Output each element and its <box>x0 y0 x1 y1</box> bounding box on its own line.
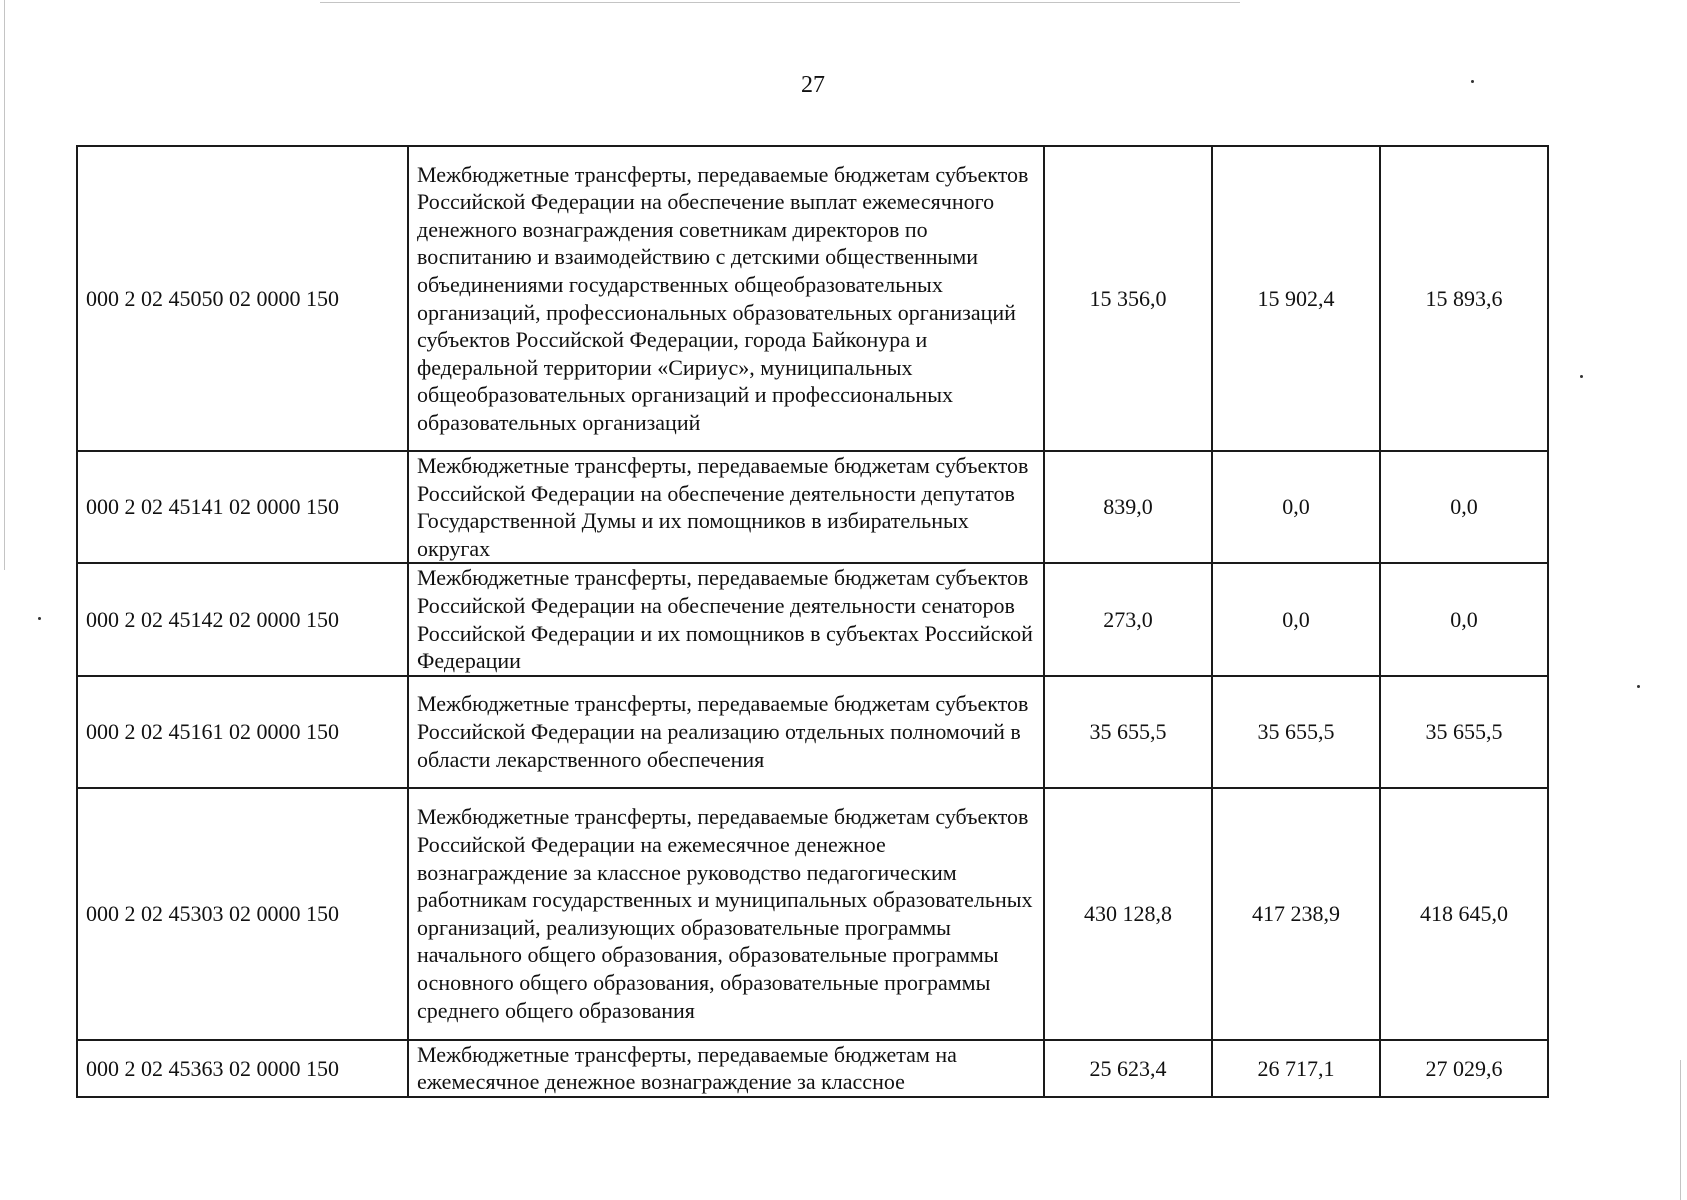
table-row <box>77 1040 1548 1097</box>
description-cell <box>408 563 1044 675</box>
scan-speck <box>1580 375 1583 378</box>
budget-code-cell: 000 2 02 45303 02 0000 150 <box>77 788 408 1040</box>
amount-cell-1: 839,0 <box>1044 451 1212 563</box>
amount-cell-2: 0,0 <box>1212 563 1380 675</box>
description-cell <box>408 146 1044 451</box>
description-cell <box>408 788 1044 1040</box>
amount-cell-1: 25 623,4 <box>1044 1040 1212 1097</box>
amount-cell-2: 0,0 <box>1212 451 1380 563</box>
amount-cell-2: 417 238,9 <box>1212 788 1380 1040</box>
scan-edge-top <box>320 2 1240 3</box>
amount-cell-2: 26 717,1 <box>1212 1040 1380 1097</box>
table-row <box>77 146 1548 451</box>
description-text: Межбюджетные трансферты, передаваемые бюджетам субъектов Российской Федерации на реализацию отдельных полномочий в области лекарственного обеспечения <box>417 691 1029 772</box>
amount-cell-3: 27 029,6 <box>1380 1040 1548 1097</box>
amount-cell-1: 430 128,8 <box>1044 788 1212 1040</box>
description-text: Межбюджетные трансферты, передаваемые бюджетам субъектов Российской Федерации на обеспечение выплат ежемесячного денежного вознаграждения советникам директоров по воспитанию и взаимодействию с детскими общественными объединениями государственных общеобразовательных организаций, профессиональных образовательных организаций субъектов Российской Федерации, города Байконура и федеральной территории «Сириус», муниципальных общеобразовательных организаций и профессиональных образовательных организаций <box>417 161 1029 435</box>
description-text: Межбюджетные трансферты, передаваемые бюджетам субъектов Российской Федерации на ежемесячное денежное вознаграждение за классное руководство педагогическим работникам государственных и муниципальных образовательных организаций, реализующих образовательные программы начального общего образования, образовательные программы основного общего образования, образовательные программы среднего общего образования <box>417 804 1033 1023</box>
amount-cell-2: 15 902,4 <box>1212 146 1380 451</box>
description-text: Межбюджетные трансферты, передаваемые бюджетам субъектов Российской Федерации на обеспечение деятельности сенаторов Российской Федерации и их помощников в субъектах Российской Федерации <box>417 565 1033 674</box>
description-text: Межбюджетные трансферты, передаваемые бюджетам субъектов Российской Федерации на обеспечение деятельности депутатов Государственной Думы и их помощников в избирательных округах <box>417 453 1029 561</box>
amount-cell-1: 273,0 <box>1044 563 1212 675</box>
budget-code-cell: 000 2 02 45050 02 0000 150 <box>77 146 408 451</box>
budget-code-cell: 000 2 02 45142 02 0000 150 <box>77 563 408 675</box>
amount-cell-3: 35 655,5 <box>1380 676 1548 788</box>
description-cell <box>408 451 1044 563</box>
table-row <box>77 788 1548 1040</box>
amount-cell-3: 15 893,6 <box>1380 146 1548 451</box>
budget-code-cell: 000 2 02 45161 02 0000 150 <box>77 676 408 788</box>
amount-cell-1: 35 655,5 <box>1044 676 1212 788</box>
budget-table <box>76 145 1549 1098</box>
scan-speck <box>1637 685 1640 688</box>
amount-cell-3: 0,0 <box>1380 451 1548 563</box>
table-row <box>77 563 1548 675</box>
description-cell <box>408 676 1044 788</box>
amount-cell-3: 418 645,0 <box>1380 788 1548 1040</box>
budget-code-cell: 000 2 02 45141 02 0000 150 <box>77 451 408 563</box>
description-cell <box>408 1040 1044 1097</box>
page-number: 27 <box>801 72 825 98</box>
scan-edge-right <box>1680 1060 1681 1200</box>
amount-cell-1: 15 356,0 <box>1044 146 1212 451</box>
table-row <box>77 676 1548 788</box>
amount-cell-3: 0,0 <box>1380 563 1548 675</box>
scan-speck <box>38 617 41 620</box>
description-text: Межбюджетные трансферты, передаваемые бюджетам на ежемесячное денежное вознаграждение за классное <box>417 1041 957 1095</box>
budget-code-cell: 000 2 02 45363 02 0000 150 <box>77 1040 408 1097</box>
table-row <box>77 451 1548 563</box>
amount-cell-2: 35 655,5 <box>1212 676 1380 788</box>
